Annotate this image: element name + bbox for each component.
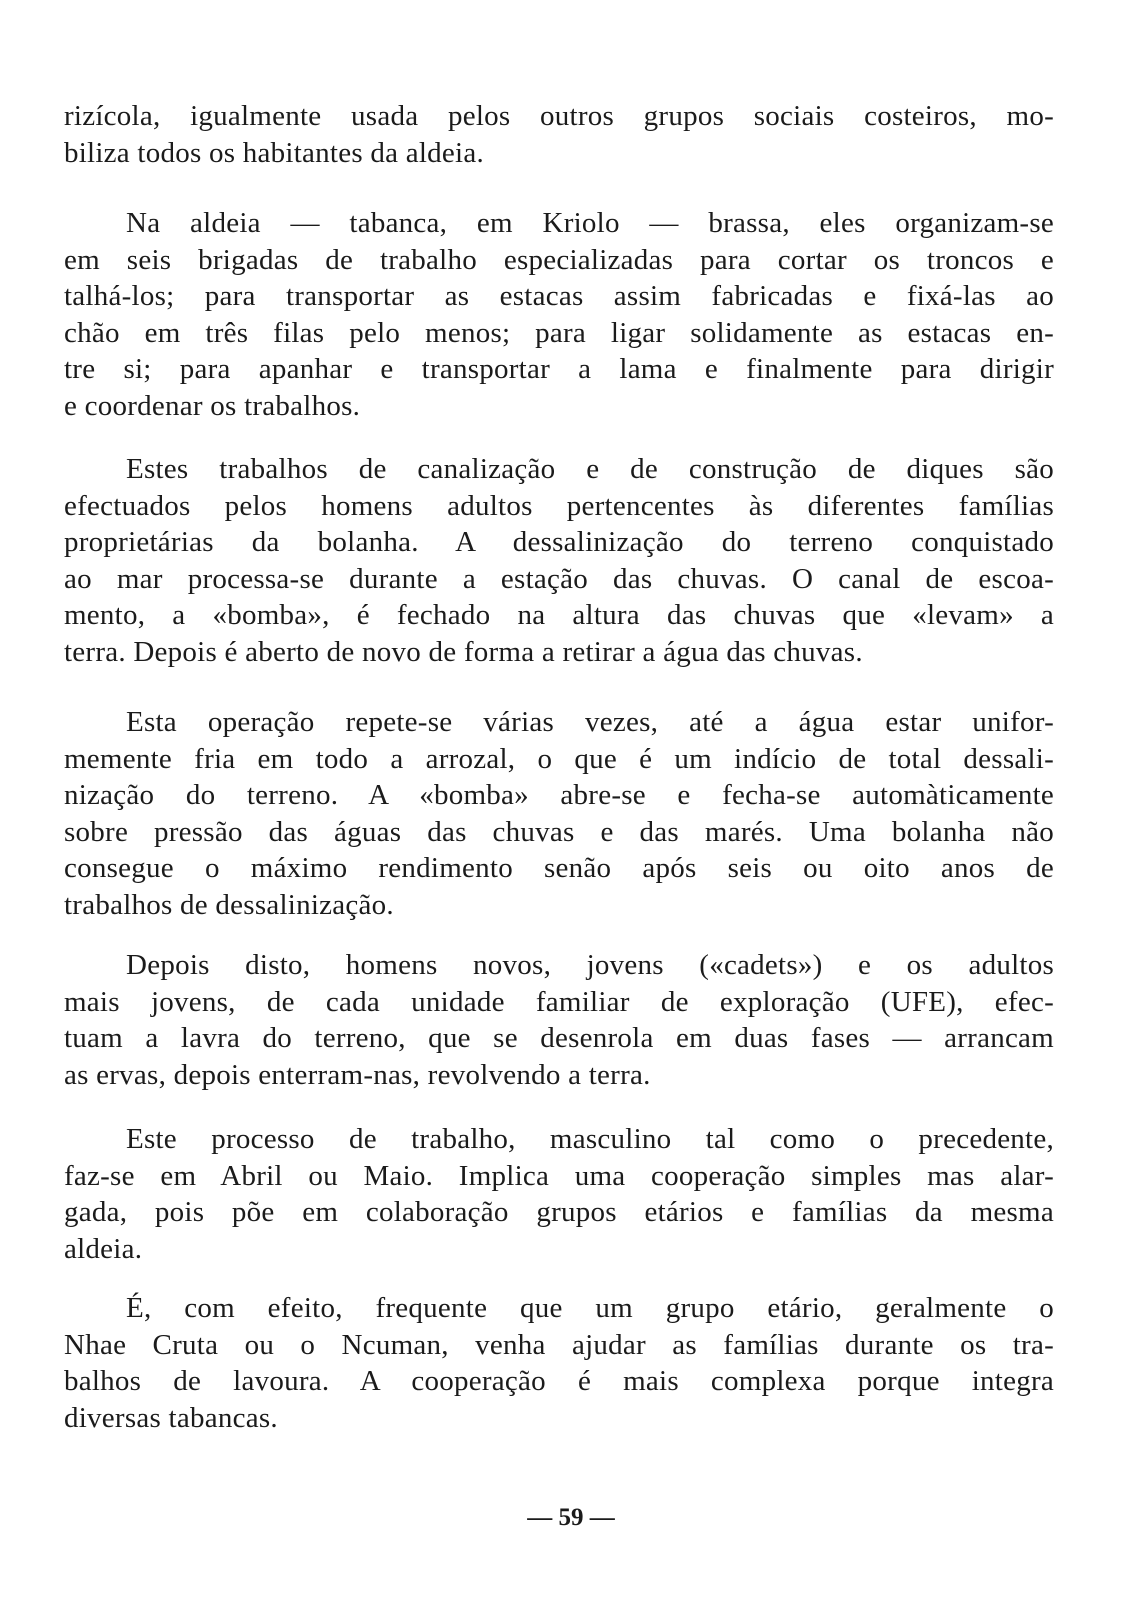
text-line: mento, a «bomba», é fechado na altura das chuvas que «levam» a xyxy=(64,599,1054,631)
text-line: diversas tabancas. xyxy=(64,1401,278,1434)
text-line: rizícola, igualmente usada pelos outros grupos sociais costeiros, mo- xyxy=(64,100,1054,132)
text-line: gada, pois põe em colaboração grupos etários e famílias da mesma xyxy=(64,1196,1054,1228)
text-line: memente fria em todo a arrozal, o que é um indício de total dessali- xyxy=(64,742,1054,775)
text-line: aldeia. xyxy=(64,1232,143,1265)
text-line: as ervas, depois enterram-nas, revolvendo a terra. xyxy=(64,1058,651,1091)
text-line: Na aldeia — tabanca, em Kriolo — brassa, eles organizam-se xyxy=(126,207,1054,239)
paragraph-7 xyxy=(64,1290,1054,1436)
paragraph-2 xyxy=(64,205,1054,424)
text-line: sobre pressão das águas das chuvas e das marés. Uma bolanha não xyxy=(64,815,1054,848)
paragraph-4 xyxy=(64,704,1054,923)
text-line: Nhae Cruta ou o Ncuman, venha ajudar as famílias durante os tra- xyxy=(64,1328,1054,1361)
page-number: — 59 — xyxy=(527,1504,615,1531)
text-line: chão em três filas pelo menos; para ligar solidamente as estacas en- xyxy=(64,316,1054,349)
text-line: talhá-los; para transportar as estacas assim fabricadas e fixá-las ao xyxy=(64,280,1054,312)
text-line: tuam a lavra do terreno, que se desenrola em duas fases — arrancam xyxy=(64,1022,1054,1054)
text-line: trabalhos de dessalinização. xyxy=(64,888,394,921)
text-line: balhos de lavoura. A cooperação é mais complexa porque integra xyxy=(64,1365,1054,1397)
text-line: Depois disto, homens novos, jovens («cadets») e os adultos xyxy=(126,949,1054,981)
text-line: terra. Depois é aberto de novo de forma a retirar a água das chuvas. xyxy=(64,635,863,668)
text-line: proprietárias da bolanha. A dessalinização do terreno conquistado xyxy=(64,526,1054,558)
text-line: É, com efeito, frequente que um grupo etário, geralmente o xyxy=(126,1292,1054,1324)
text-line: ao mar processa-se durante a estação das chuvas. O canal de escoa- xyxy=(64,562,1054,595)
paragraph-5 xyxy=(64,947,1054,1093)
paragraph-6 xyxy=(64,1121,1054,1267)
text-line: Esta operação repete-se várias vezes, até a água estar unifor- xyxy=(126,706,1054,738)
text-line: faz-se em Abril ou Maio. Implica uma cooperação simples mas alar- xyxy=(64,1159,1054,1192)
text-line: biliza todos os habitantes da aldeia. xyxy=(64,136,484,169)
text-line: consegue o máximo rendimento senão após seis ou oito anos de xyxy=(64,852,1054,884)
text-line: mais jovens, de cada unidade familiar de exploração (UFE), efec- xyxy=(64,985,1054,1018)
text-line: e coordenar os trabalhos. xyxy=(64,389,361,422)
text-line: efectuados pelos homens adultos pertencentes às diferentes famílias xyxy=(64,489,1054,522)
text-line: tre si; para apanhar e transportar a lama e finalmente para dirigir xyxy=(64,353,1054,385)
text-line: Estes trabalhos de canalização e de construção de diques são xyxy=(126,453,1054,485)
paragraph-3 xyxy=(64,451,1054,670)
text-line: nização do terreno. A «bomba» abre-se e fecha-se automàticamente xyxy=(64,779,1054,811)
text-line: em seis brigadas de trabalho especializadas para cortar os troncos e xyxy=(64,243,1054,276)
text-line: Este processo de trabalho, masculino tal como o precedente, xyxy=(126,1123,1054,1155)
paragraph-1 xyxy=(64,98,1054,171)
